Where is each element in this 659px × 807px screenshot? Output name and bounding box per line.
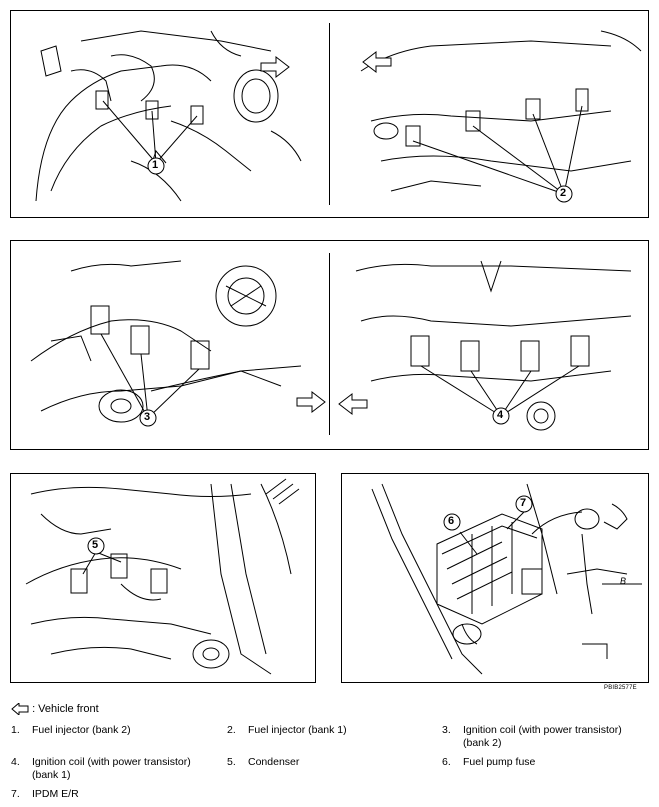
panel-divider xyxy=(329,23,330,205)
ipdm-illustration xyxy=(342,474,648,682)
panel-divider xyxy=(329,253,330,435)
callout-1-label: 1 xyxy=(152,159,159,171)
callout-7-label: 7 xyxy=(520,497,527,509)
panel-ipdm xyxy=(341,473,649,683)
hollow-left-arrow-icon xyxy=(11,703,32,715)
condenser-illustration xyxy=(11,474,315,682)
legend-vehicle-front xyxy=(11,703,99,715)
panel-condenser xyxy=(10,473,316,683)
panel-fuel-injectors xyxy=(10,10,649,218)
figure-code: PBIB2577E xyxy=(604,685,637,691)
legend-vehicle-front-text: : Vehicle front xyxy=(32,703,99,715)
callout-5-label: 5 xyxy=(92,539,99,551)
callout-4-label: 4 xyxy=(497,409,504,421)
callout-2-label: 2 xyxy=(560,187,567,199)
panel-ignition-coils xyxy=(10,240,649,450)
callout-6-label: 6 xyxy=(448,515,455,527)
callout-3-label: 3 xyxy=(144,411,151,423)
panel-letter-b: B xyxy=(620,576,627,586)
